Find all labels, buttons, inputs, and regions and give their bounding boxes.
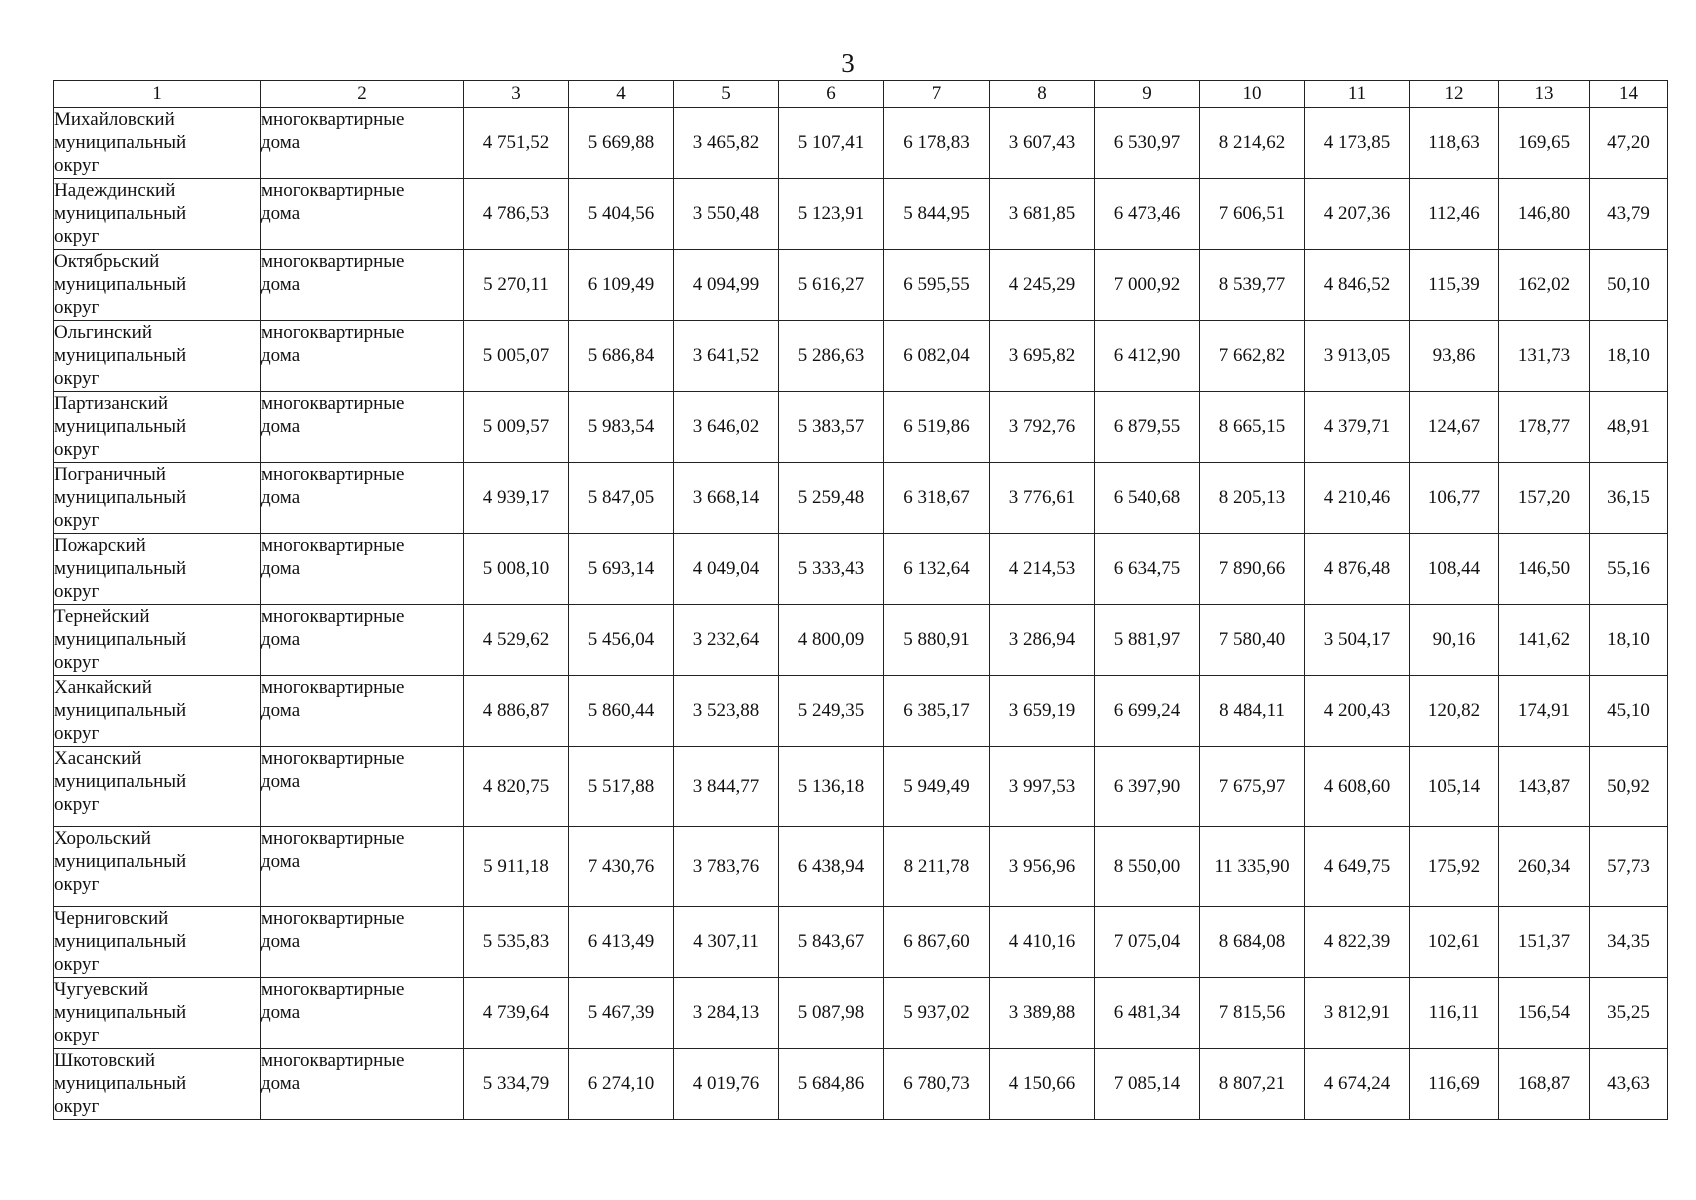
value-cell: 4 820,75	[464, 747, 569, 827]
district-name: Пожарский муниципальный округ	[54, 534, 261, 605]
housing-type: многоквартирные дома	[261, 978, 464, 1049]
table-row	[54, 747, 1668, 827]
value-cell: 5 881,97	[1095, 605, 1200, 676]
value-cell: 4 529,62	[464, 605, 569, 676]
value-cell: 4 822,39	[1305, 907, 1410, 978]
value-cell: 146,80	[1499, 179, 1590, 250]
value-cell: 90,16	[1410, 605, 1499, 676]
value-cell: 116,69	[1410, 1049, 1499, 1120]
value-cell: 8 211,78	[884, 827, 990, 907]
district-name: Пограничный муниципальный округ	[54, 463, 261, 534]
value-cell: 141,62	[1499, 605, 1590, 676]
district-name: Михайловский муниципальный округ	[54, 108, 261, 179]
table-row	[54, 179, 1668, 250]
column-number: 1	[54, 81, 261, 108]
value-cell: 4 939,17	[464, 463, 569, 534]
value-cell: 5 684,86	[779, 1049, 884, 1120]
value-cell: 50,92	[1590, 747, 1668, 827]
value-cell: 5 517,88	[569, 747, 674, 827]
value-cell: 93,86	[1410, 321, 1499, 392]
table-body	[54, 108, 1668, 1120]
value-cell: 43,79	[1590, 179, 1668, 250]
value-cell: 3 550,48	[674, 179, 779, 250]
value-cell: 3 504,17	[1305, 605, 1410, 676]
value-cell: 5 949,49	[884, 747, 990, 827]
column-number: 10	[1200, 81, 1305, 108]
value-cell: 6 109,49	[569, 250, 674, 321]
value-cell: 146,50	[1499, 534, 1590, 605]
value-cell: 7 662,82	[1200, 321, 1305, 392]
value-cell: 4 200,43	[1305, 676, 1410, 747]
value-cell: 3 681,85	[990, 179, 1095, 250]
column-number: 6	[779, 81, 884, 108]
value-cell: 6 132,64	[884, 534, 990, 605]
value-cell: 6 274,10	[569, 1049, 674, 1120]
housing-type: многоквартирные дома	[261, 676, 464, 747]
value-cell: 6 540,68	[1095, 463, 1200, 534]
value-cell: 7 075,04	[1095, 907, 1200, 978]
value-cell: 8 205,13	[1200, 463, 1305, 534]
value-cell: 55,16	[1590, 534, 1668, 605]
value-cell: 3 465,82	[674, 108, 779, 179]
value-cell: 3 607,43	[990, 108, 1095, 179]
value-cell: 5 911,18	[464, 827, 569, 907]
value-cell: 7 000,92	[1095, 250, 1200, 321]
value-cell: 45,10	[1590, 676, 1668, 747]
table-row	[54, 463, 1668, 534]
value-cell: 5 616,27	[779, 250, 884, 321]
table-row	[54, 605, 1668, 676]
value-cell: 5 334,79	[464, 1049, 569, 1120]
column-number: 5	[674, 81, 779, 108]
table-row	[54, 534, 1668, 605]
value-cell: 7 815,56	[1200, 978, 1305, 1049]
value-cell: 120,82	[1410, 676, 1499, 747]
value-cell: 4 207,36	[1305, 179, 1410, 250]
value-cell: 7 085,14	[1095, 1049, 1200, 1120]
value-cell: 162,02	[1499, 250, 1590, 321]
value-cell: 3 956,96	[990, 827, 1095, 907]
value-cell: 151,37	[1499, 907, 1590, 978]
district-name: Хорольский муниципальный округ	[54, 827, 261, 907]
value-cell: 5 259,48	[779, 463, 884, 534]
value-cell: 6 634,75	[1095, 534, 1200, 605]
district-name: Тернейский муниципальный округ	[54, 605, 261, 676]
value-cell: 4 886,87	[464, 676, 569, 747]
value-cell: 6 318,67	[884, 463, 990, 534]
value-cell: 3 668,14	[674, 463, 779, 534]
value-cell: 5 008,10	[464, 534, 569, 605]
value-cell: 8 214,62	[1200, 108, 1305, 179]
value-cell: 6 699,24	[1095, 676, 1200, 747]
value-cell: 6 519,86	[884, 392, 990, 463]
table-row	[54, 978, 1668, 1049]
value-cell: 157,20	[1499, 463, 1590, 534]
value-cell: 4 379,71	[1305, 392, 1410, 463]
value-cell: 4 674,24	[1305, 1049, 1410, 1120]
value-cell: 11 335,90	[1200, 827, 1305, 907]
district-name: Ольгинский муниципальный округ	[54, 321, 261, 392]
housing-type: многоквартирные дома	[261, 108, 464, 179]
column-number: 13	[1499, 81, 1590, 108]
value-cell: 6 397,90	[1095, 747, 1200, 827]
value-cell: 5 404,56	[569, 179, 674, 250]
value-cell: 4 173,85	[1305, 108, 1410, 179]
value-cell: 3 913,05	[1305, 321, 1410, 392]
column-number: 12	[1410, 81, 1499, 108]
value-cell: 4 150,66	[990, 1049, 1095, 1120]
value-cell: 3 284,13	[674, 978, 779, 1049]
value-cell: 4 739,64	[464, 978, 569, 1049]
value-cell: 5 880,91	[884, 605, 990, 676]
value-cell: 3 997,53	[990, 747, 1095, 827]
district-name: Шкотовский муниципальный округ	[54, 1049, 261, 1120]
table-row	[54, 321, 1668, 392]
value-cell: 6 481,34	[1095, 978, 1200, 1049]
tariff-table	[53, 80, 1668, 1120]
value-cell: 5 535,83	[464, 907, 569, 978]
value-cell: 18,10	[1590, 321, 1668, 392]
value-cell: 4 751,52	[464, 108, 569, 179]
value-cell: 178,77	[1499, 392, 1590, 463]
value-cell: 4 846,52	[1305, 250, 1410, 321]
value-cell: 4 410,16	[990, 907, 1095, 978]
value-cell: 8 539,77	[1200, 250, 1305, 321]
housing-type: многоквартирные дома	[261, 392, 464, 463]
value-cell: 6 413,49	[569, 907, 674, 978]
value-cell: 5 249,35	[779, 676, 884, 747]
value-cell: 8 665,15	[1200, 392, 1305, 463]
housing-type: многоквартирные дома	[261, 907, 464, 978]
value-cell: 8 807,21	[1200, 1049, 1305, 1120]
table-row	[54, 827, 1668, 907]
value-cell: 5 136,18	[779, 747, 884, 827]
value-cell: 5 686,84	[569, 321, 674, 392]
housing-type: многоквартирные дома	[261, 1049, 464, 1120]
value-cell: 6 780,73	[884, 1049, 990, 1120]
value-cell: 4 800,09	[779, 605, 884, 676]
value-cell: 7 675,97	[1200, 747, 1305, 827]
value-cell: 169,65	[1499, 108, 1590, 179]
value-cell: 5 005,07	[464, 321, 569, 392]
value-cell: 43,63	[1590, 1049, 1668, 1120]
column-number: 11	[1305, 81, 1410, 108]
value-cell: 3 776,61	[990, 463, 1095, 534]
value-cell: 48,91	[1590, 392, 1668, 463]
district-name: Надеждинский муниципальный округ	[54, 179, 261, 250]
housing-type: многоквартирные дома	[261, 747, 464, 827]
district-name: Партизанский муниципальный округ	[54, 392, 261, 463]
value-cell: 4 608,60	[1305, 747, 1410, 827]
table-row	[54, 250, 1668, 321]
value-cell: 168,87	[1499, 1049, 1590, 1120]
value-cell: 5 107,41	[779, 108, 884, 179]
value-cell: 5 983,54	[569, 392, 674, 463]
value-cell: 3 695,82	[990, 321, 1095, 392]
value-cell: 3 286,94	[990, 605, 1095, 676]
value-cell: 3 783,76	[674, 827, 779, 907]
value-cell: 4 210,46	[1305, 463, 1410, 534]
value-cell: 34,35	[1590, 907, 1668, 978]
value-cell: 4 876,48	[1305, 534, 1410, 605]
value-cell: 3 844,77	[674, 747, 779, 827]
value-cell: 5 123,91	[779, 179, 884, 250]
value-cell: 175,92	[1410, 827, 1499, 907]
housing-type: многоквартирные дома	[261, 605, 464, 676]
value-cell: 47,20	[1590, 108, 1668, 179]
housing-type: многоквартирные дома	[261, 321, 464, 392]
value-cell: 106,77	[1410, 463, 1499, 534]
housing-type: многоквартирные дома	[261, 534, 464, 605]
value-cell: 5 844,95	[884, 179, 990, 250]
value-cell: 3 641,52	[674, 321, 779, 392]
value-cell: 5 456,04	[569, 605, 674, 676]
value-cell: 5 333,43	[779, 534, 884, 605]
value-cell: 5 669,88	[569, 108, 674, 179]
value-cell: 108,44	[1410, 534, 1499, 605]
value-cell: 6 879,55	[1095, 392, 1200, 463]
value-cell: 3 389,88	[990, 978, 1095, 1049]
district-name: Ханкайский муниципальный округ	[54, 676, 261, 747]
housing-type: многоквартирные дома	[261, 827, 464, 907]
housing-type: многоквартирные дома	[261, 250, 464, 321]
value-cell: 5 937,02	[884, 978, 990, 1049]
value-cell: 5 286,63	[779, 321, 884, 392]
table-row	[54, 907, 1668, 978]
column-number: 3	[464, 81, 569, 108]
value-cell: 105,14	[1410, 747, 1499, 827]
value-cell: 260,34	[1499, 827, 1590, 907]
value-cell: 4 245,29	[990, 250, 1095, 321]
district-name: Чугуевский муниципальный округ	[54, 978, 261, 1049]
value-cell: 6 595,55	[884, 250, 990, 321]
column-number: 7	[884, 81, 990, 108]
value-cell: 116,11	[1410, 978, 1499, 1049]
value-cell: 36,15	[1590, 463, 1668, 534]
value-cell: 4 307,11	[674, 907, 779, 978]
value-cell: 7 606,51	[1200, 179, 1305, 250]
value-cell: 124,67	[1410, 392, 1499, 463]
value-cell: 4 649,75	[1305, 827, 1410, 907]
value-cell: 4 049,04	[674, 534, 779, 605]
column-number: 14	[1590, 81, 1668, 108]
value-cell: 131,73	[1499, 321, 1590, 392]
value-cell: 6 473,46	[1095, 179, 1200, 250]
page-number: 3	[841, 48, 855, 78]
value-cell: 5 860,44	[569, 676, 674, 747]
table-row	[54, 392, 1668, 463]
value-cell: 8 484,11	[1200, 676, 1305, 747]
column-number: 4	[569, 81, 674, 108]
value-cell: 3 646,02	[674, 392, 779, 463]
table-row	[54, 1049, 1668, 1120]
housing-type: многоквартирные дома	[261, 179, 464, 250]
value-cell: 5 383,57	[779, 392, 884, 463]
value-cell: 6 438,94	[779, 827, 884, 907]
district-name: Хасанский муниципальный округ	[54, 747, 261, 827]
value-cell: 5 693,14	[569, 534, 674, 605]
district-name: Черниговский муниципальный округ	[54, 907, 261, 978]
table-row	[54, 108, 1668, 179]
column-number: 8	[990, 81, 1095, 108]
value-cell: 6 385,17	[884, 676, 990, 747]
value-cell: 8 550,00	[1095, 827, 1200, 907]
value-cell: 5 847,05	[569, 463, 674, 534]
value-cell: 50,10	[1590, 250, 1668, 321]
value-cell: 8 684,08	[1200, 907, 1305, 978]
value-cell: 7 890,66	[1200, 534, 1305, 605]
value-cell: 6 530,97	[1095, 108, 1200, 179]
value-cell: 4 094,99	[674, 250, 779, 321]
value-cell: 102,61	[1410, 907, 1499, 978]
value-cell: 18,10	[1590, 605, 1668, 676]
value-cell: 6 178,83	[884, 108, 990, 179]
housing-type: многоквартирные дома	[261, 463, 464, 534]
value-cell: 4 214,53	[990, 534, 1095, 605]
value-cell: 143,87	[1499, 747, 1590, 827]
value-cell: 118,63	[1410, 108, 1499, 179]
value-cell: 112,46	[1410, 179, 1499, 250]
column-number: 9	[1095, 81, 1200, 108]
value-cell: 3 659,19	[990, 676, 1095, 747]
table-header	[54, 81, 1668, 108]
value-cell: 174,91	[1499, 676, 1590, 747]
value-cell: 3 232,64	[674, 605, 779, 676]
district-name: Октябрьский муниципальный округ	[54, 250, 261, 321]
value-cell: 7 430,76	[569, 827, 674, 907]
value-cell: 57,73	[1590, 827, 1668, 907]
value-cell: 35,25	[1590, 978, 1668, 1049]
value-cell: 6 082,04	[884, 321, 990, 392]
table-row	[54, 676, 1668, 747]
value-cell: 6 867,60	[884, 907, 990, 978]
value-cell: 3 523,88	[674, 676, 779, 747]
value-cell: 4 786,53	[464, 179, 569, 250]
value-cell: 156,54	[1499, 978, 1590, 1049]
column-number-row	[54, 81, 1668, 108]
value-cell: 6 412,90	[1095, 321, 1200, 392]
value-cell: 4 019,76	[674, 1049, 779, 1120]
value-cell: 5 467,39	[569, 978, 674, 1049]
value-cell: 5 270,11	[464, 250, 569, 321]
value-cell: 3 792,76	[990, 392, 1095, 463]
value-cell: 115,39	[1410, 250, 1499, 321]
value-cell: 5 087,98	[779, 978, 884, 1049]
value-cell: 3 812,91	[1305, 978, 1410, 1049]
value-cell: 7 580,40	[1200, 605, 1305, 676]
value-cell: 5 843,67	[779, 907, 884, 978]
value-cell: 5 009,57	[464, 392, 569, 463]
column-number: 2	[261, 81, 464, 108]
